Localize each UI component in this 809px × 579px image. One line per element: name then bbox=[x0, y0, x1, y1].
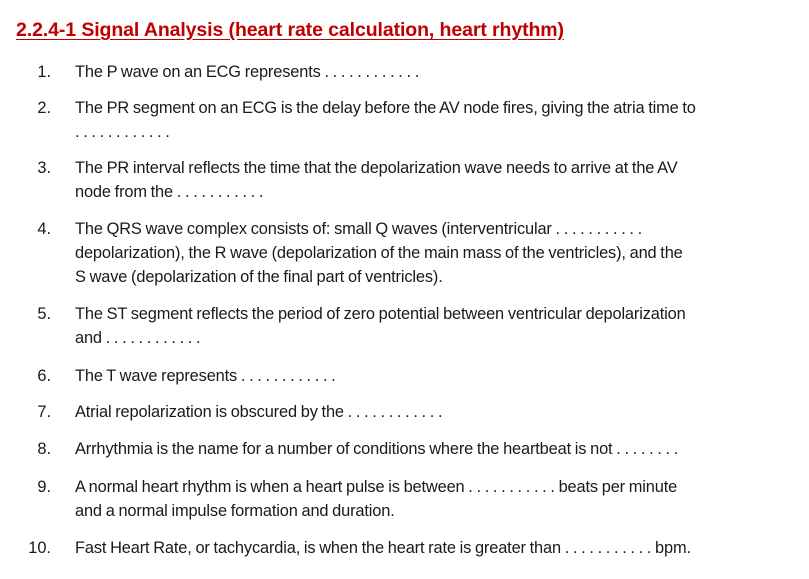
question-text: The ST segment reflects the period of zero potential between ventricular depolarization and . . . . . . . . . . . . bbox=[75, 305, 686, 347]
question-text: Fast Heart Rate, or tachycardia, is when the heart rate is greater than . . . . . . . . . . . bpm. bbox=[75, 539, 691, 557]
question-text: The PR segment on an ECG is the delay before the AV node fires, giving the atria time to . . . . . . . . . . . . bbox=[75, 99, 696, 141]
question-number: 3. bbox=[37, 159, 51, 177]
question-number: 4. bbox=[37, 220, 51, 238]
question-number: 5. bbox=[37, 305, 51, 323]
question-text: The QRS wave complex consists of: small Q waves (interventricular . . . . . . . . . . . depolarization), the R wave (depolarization of the main mass of the ventricles), and the S wave (depolarization of the final part of ventricles). bbox=[75, 220, 683, 286]
question-number: 1. bbox=[37, 63, 51, 81]
question-number: 10. bbox=[28, 539, 51, 557]
question-text: A normal heart rhythm is when a heart pulse is between . . . . . . . . . . . beats per minute and a normal impulse formation and duration. bbox=[75, 478, 678, 520]
question-number: 2. bbox=[37, 99, 51, 117]
question-text: Arrhythmia is the name for a number of conditions where the heartbeat is not . . . . . . . . bbox=[75, 440, 679, 458]
question-number: 6. bbox=[37, 367, 51, 385]
question-number: 8. bbox=[37, 440, 51, 458]
question-text: The PR interval reflects the time that the depolarization wave needs to arrive at the AV node from the . . . . . . . . . . . bbox=[75, 159, 678, 201]
question-text: Atrial repolarization is obscured by the . . . . . . . . . . . . bbox=[75, 403, 443, 421]
question-number: 9. bbox=[37, 478, 51, 496]
question-text: The P wave on an ECG represents . . . . . . . . . . . . bbox=[75, 63, 420, 81]
question-number: 7. bbox=[37, 403, 51, 421]
section-heading: 2.2.4-1 Signal Analysis (heart rate calculation, heart rhythm) bbox=[16, 19, 564, 41]
question-text: The T wave represents . . . . . . . . . . . . bbox=[75, 367, 336, 385]
